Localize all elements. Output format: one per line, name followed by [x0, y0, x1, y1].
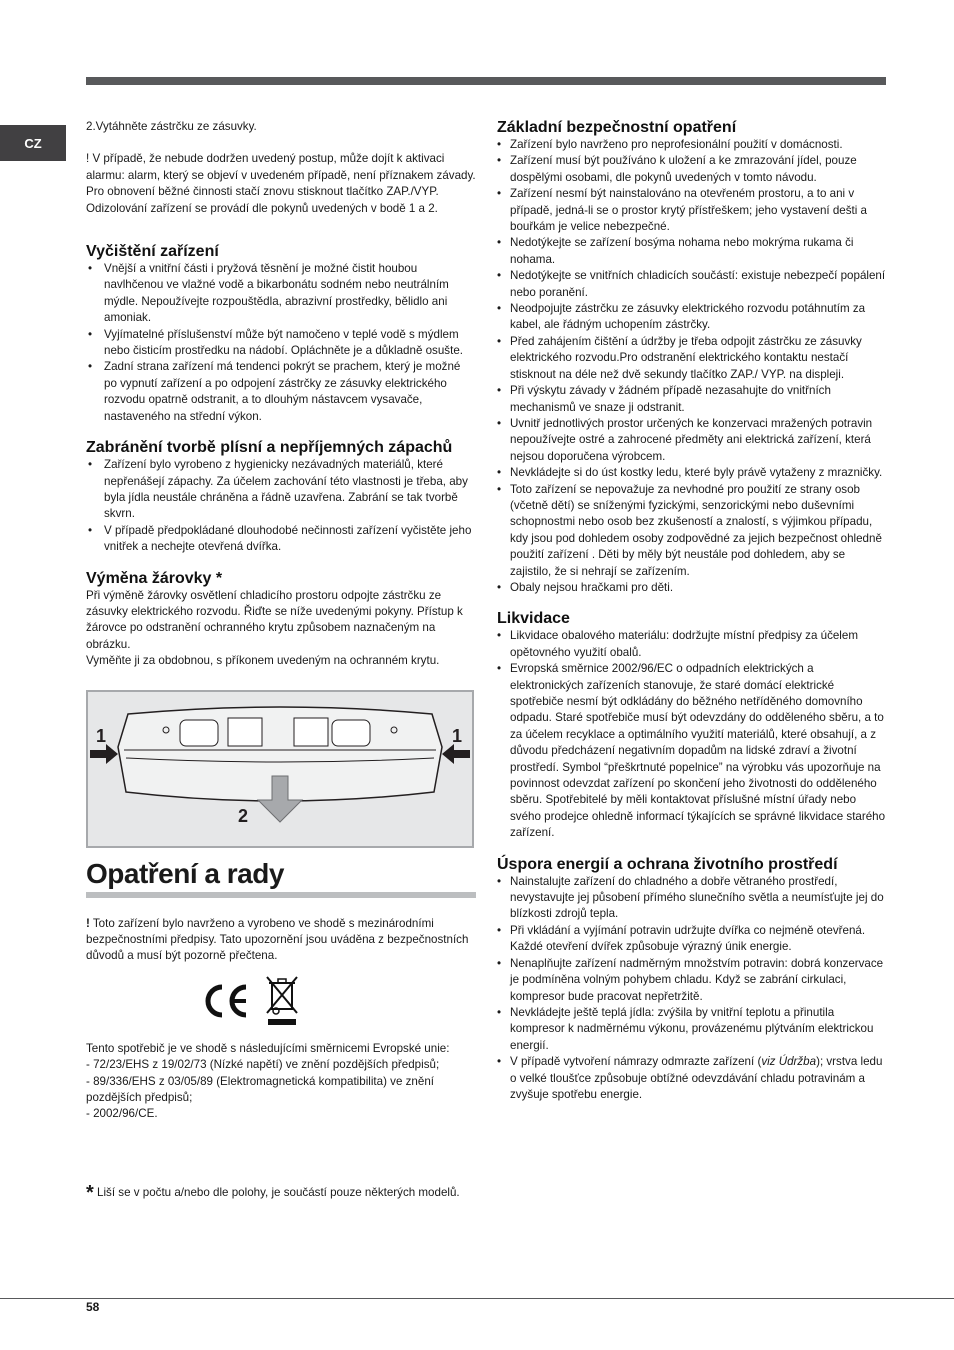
ce-mark-icon — [202, 983, 250, 1019]
cleaning-heading: Vyčištění zařízení — [86, 243, 219, 261]
list-item: • V případě vytvoření námrazy odmrazte zařízení (viz Údržba); vrstva ledu o velké tloušťce způsobuje obtížné odevzdávání chladu potravinám a zvyšuje spotřebu energie. — [497, 1054, 889, 1103]
right-column — [497, 119, 889, 1103]
list-item: • Nevkládejte si do úst kostky ledu, které byly právě vytaženy z mrazničky. — [497, 465, 889, 481]
intro-text — [86, 916, 476, 965]
list-item: • Evropská směrnice 2002/96/EC o odpadních elektrických a elektronických zařízeních stanovuje, že staré domácí elektrické spotřebiče nesmí být odkládány do běžného netříděného domovního odpadu. Staré spotřebiče musí být odevzdány do odděleného sběru, a to za účelem recyklace a optimálního využití materiálů, které obsahují, a z důvodu předcházení negativním dopadům na lidské zdraví a životní prostředí. Symbol “přeškrtnuté popelnice” na výrobku vás upozorňuje na povinnost odevzdat zařízení po skončení jeho životnosti do odděleného sběru. Spotřebitelé by měli kontaktovat příslušné místní úřady nebo svého prodejce ohledně informací týkajících se správné likvidace starého zařízení. — [497, 661, 889, 841]
bulb-text-2: Vyměňte ji za obdobnou, s příkonem uvedeným na ochranném krytu. — [86, 654, 440, 668]
list-item: • Zařízení bylo vyrobeno z hygienicky nezávadných materiálů, které nepřenášejí zápachy. Za účelem zachování této vlastnosti je třeba, aby byla jídla neustále chráněna a řádně uzavřena. Zabrání se tak tvorbě skvrn. — [86, 457, 476, 523]
page-title: Opatření a rady — [86, 857, 284, 889]
bulb-heading: Výměna žárovky * — [86, 569, 223, 587]
left-column — [86, 119, 476, 1204]
list-item: • Zařízení musí být používáno k uložení a ke zmrazování jídel, pouze dospělými osobami, dle pokynů uvedených v tomto návodu. — [497, 153, 889, 186]
mould-heading: Zabránění tvorbě plísní a nepříjemných zápachů — [86, 439, 453, 457]
list-item: • Nainstalujte zařízení do chladného a dobře větraného prostředí, nevystavujte jej působení přímého slunečního světla a neumísťujte jej do blízkosti zdrojů tepla. — [497, 874, 889, 923]
list-item: • Likvidace obalového materiálu: dodržujte místní předpisy za účelem opětovného využití obalů. — [497, 628, 889, 661]
page-number: 58 — [86, 1300, 100, 1314]
directive-line: - 89/336/EHS z 03/05/89 (Elektromagnetická kompatibilita) ve znění pozdějších předpisů; — [86, 1074, 434, 1104]
safety-list — [497, 137, 889, 596]
list-item: • Zařízení bylo navrženo pro neprofesionální použití v domácnosti. — [497, 137, 889, 153]
intro-exclamation: ! — [86, 916, 90, 930]
top-rule — [86, 77, 886, 85]
label-1-right: 1 — [452, 725, 463, 746]
directive-line: - 2002/96/CE. — [86, 1107, 158, 1121]
compliance-marks — [86, 975, 476, 1027]
footnote-star: * — [86, 1181, 94, 1204]
crossed-bin-icon — [264, 975, 300, 1027]
list-item: • Vnější a vnitřní části i pryžová těsnění je možné čistit houbou navlhčenou ve vlažné vodě a bikarbonátu sodném nebo neutrálním mýdle. Nepoužívejte rozpouštědla, abrazivní prostředky, bělidlo ani amoniak. — [86, 261, 476, 327]
list-item: • Nenaplňujte zařízení nadměrným množstvím potravin: dobrá konzervace je podmíněna volným pohybem chladu. Když se zabrání cirkulaci, kompresor bude pracovat nepřetržitě. — [497, 956, 889, 1005]
directive-line: Tento spotřebič je ve shodě s následujícími směrnicemi Evropské unie: — [86, 1041, 450, 1055]
list-item-extra: Každé otevření dvířek způsobuje výrazný únik energie. — [510, 940, 792, 954]
list-item: • Při výskytu závady v žádném případě nezasahujte do vnitřních mechanismů ve snaze ji odstranit. — [497, 383, 889, 416]
list-item: • V případě předpokládané dlouhodobé nečinnosti zařízení vyčistěte jeho vnitřek a nechejte otevřená dvířka. — [86, 523, 476, 556]
list-item: • Nedotýkejte se zařízení bosýma nohama nebo mokrýma rukama či nohama. — [497, 235, 889, 268]
safety-heading: Základní bezpečnostní opatření — [497, 119, 737, 136]
list-item: • Při vkládání a vyjímání potravin udržujte dvířka co nejméně otevřená. Každé otevření dvířek způsobuje výrazný únik energie. — [497, 923, 889, 956]
list-item: • Vyjímatelné příslušenství může být namočeno v teplé vodě s mýdlem nebo čisticím prostředku na nádobí. Opláchněte je a důkladně osušte. — [86, 327, 476, 360]
list-item: • Před zahájením čištění a údržby je třeba odpojit zástrčku ze zásuvky elektrického rozvodu.Pro odstranění elektrického kontaktu nestačí stisknout na déle než dvě sekundy tlačítko ZAP./ VYP. na displeji. — [497, 334, 889, 383]
bulb-cover-diagram — [86, 690, 474, 848]
bottom-rule — [0, 1298, 954, 1299]
list-item: • Toto zařízení se nepovažuje za nevhodné pro použití ze strany osob (včetně dětí) se sníženými fyzickými, senzorickými nebo duševními schopnostmi nebo osob bez zkušeností a znalostí, s výjimkou případu, kdy jsou pod dohledem osoby zodpovědné za jejich bezpečnost ohledně použití zařízení . Děti by měly být neustále pod dohledem, aby se zajistilo, že si nehrají se zařízením. — [497, 482, 889, 580]
bulb-cover-illustration — [88, 692, 472, 846]
disposal-list — [497, 628, 889, 841]
maintenance-reference: viz Údržba — [761, 1055, 817, 1069]
mould-list — [86, 457, 476, 555]
bulb-text-1: Při výměně žárovky osvětlení chladicího prostoru odpojte zástrčku ze zásuvky elektrického rozvodu. Řiďte se níže uvedenými pokyny. Přístup k žárovce po odstranění ochranného krytu způsobem naznačeným na obrázku. — [86, 588, 463, 651]
energy-heading: Úspora energií a ochrana životního prostředí — [497, 855, 838, 873]
disposal-heading: Likvidace — [497, 610, 570, 628]
warning-note: ! V případě, že nebude dodržen uvedený postup, může dojít k aktivaci alarmu: alarm, který se objeví v uvedeném případě, není příznakem závady. Pro obnovení běžné činnosti stačí znovu stisknout tlačítko ZAP./VYP. Odizolování zařízení se provádí dle pokynů uvedených v bodě 1 a 2. — [86, 152, 476, 215]
list-item: • Zadní strana zařízení má tendenci pokrýt se prachem, který je možné po vypnutí zařízení a po odpojení zástrčky ze zásuvky elektrického rozvodu opatrně odstranit, a to dlouhým nástavcem vysavače, nastaveného na střední výkon. — [86, 359, 476, 425]
footnote-text: Liší se v počtu a/nebo dle polohy, je součástí pouze některých modelů. — [93, 1185, 460, 1199]
list-item: • Nedotýkejte se vnitřních chladicích součástí: existuje nebezpečí popálení nebo poranění. — [497, 268, 889, 301]
label-2: 2 — [238, 805, 249, 826]
energy-list — [497, 874, 889, 1104]
cleaning-list — [86, 261, 476, 425]
footnote — [86, 1181, 476, 1204]
list-item: • Obaly nejsou hračkami pro děti. — [497, 580, 889, 596]
list-item: • Neodpojujte zástrčku ze zásuvky elektrického rozvodu potáhnutím za kabel, ale řádným uchopením zástrčky. — [497, 301, 889, 334]
step-2-text: 2.Vytáhněte zástrčku ze zásuvky. — [86, 120, 257, 133]
language-tab: CZ — [0, 125, 66, 161]
list-item: • Uvnitř jednotlivých prostor určených ke konzervaci mražených potravin nepoužívejte ostré a zahrocené předměty ani elektrická zařízení, která nejsou doporučena výrobcem. — [497, 416, 889, 465]
intro-body: Toto zařízení bylo navrženo a vyrobeno ve shodě s mezinárodními bezpečnostními předpisy. Tato upozornění jsou uváděna z bezpečnostních důvodů a musí být pozorně přečtena. — [86, 916, 469, 963]
list-item: • Zařízení nesmí být nainstalováno na otevřeném prostoru, a to ani v případě, jedná-li se o prostor krytý přístřeškem; jeho vystavení dešti a bouřkám je velice nebezpečné. — [497, 186, 889, 235]
list-item: • Nevkládejte ještě teplá jídla: zvýšila by vnitřní teplotu a přinutila kompresor k nadměrnému výkonu, provázenému plýtváním elektrickou energií. — [497, 1005, 889, 1054]
label-1-left: 1 — [96, 725, 107, 746]
directive-line: - 72/23/EHS z 19/02/73 (Nízké napětí) ve znění pozdějších předpisů; — [86, 1058, 440, 1072]
